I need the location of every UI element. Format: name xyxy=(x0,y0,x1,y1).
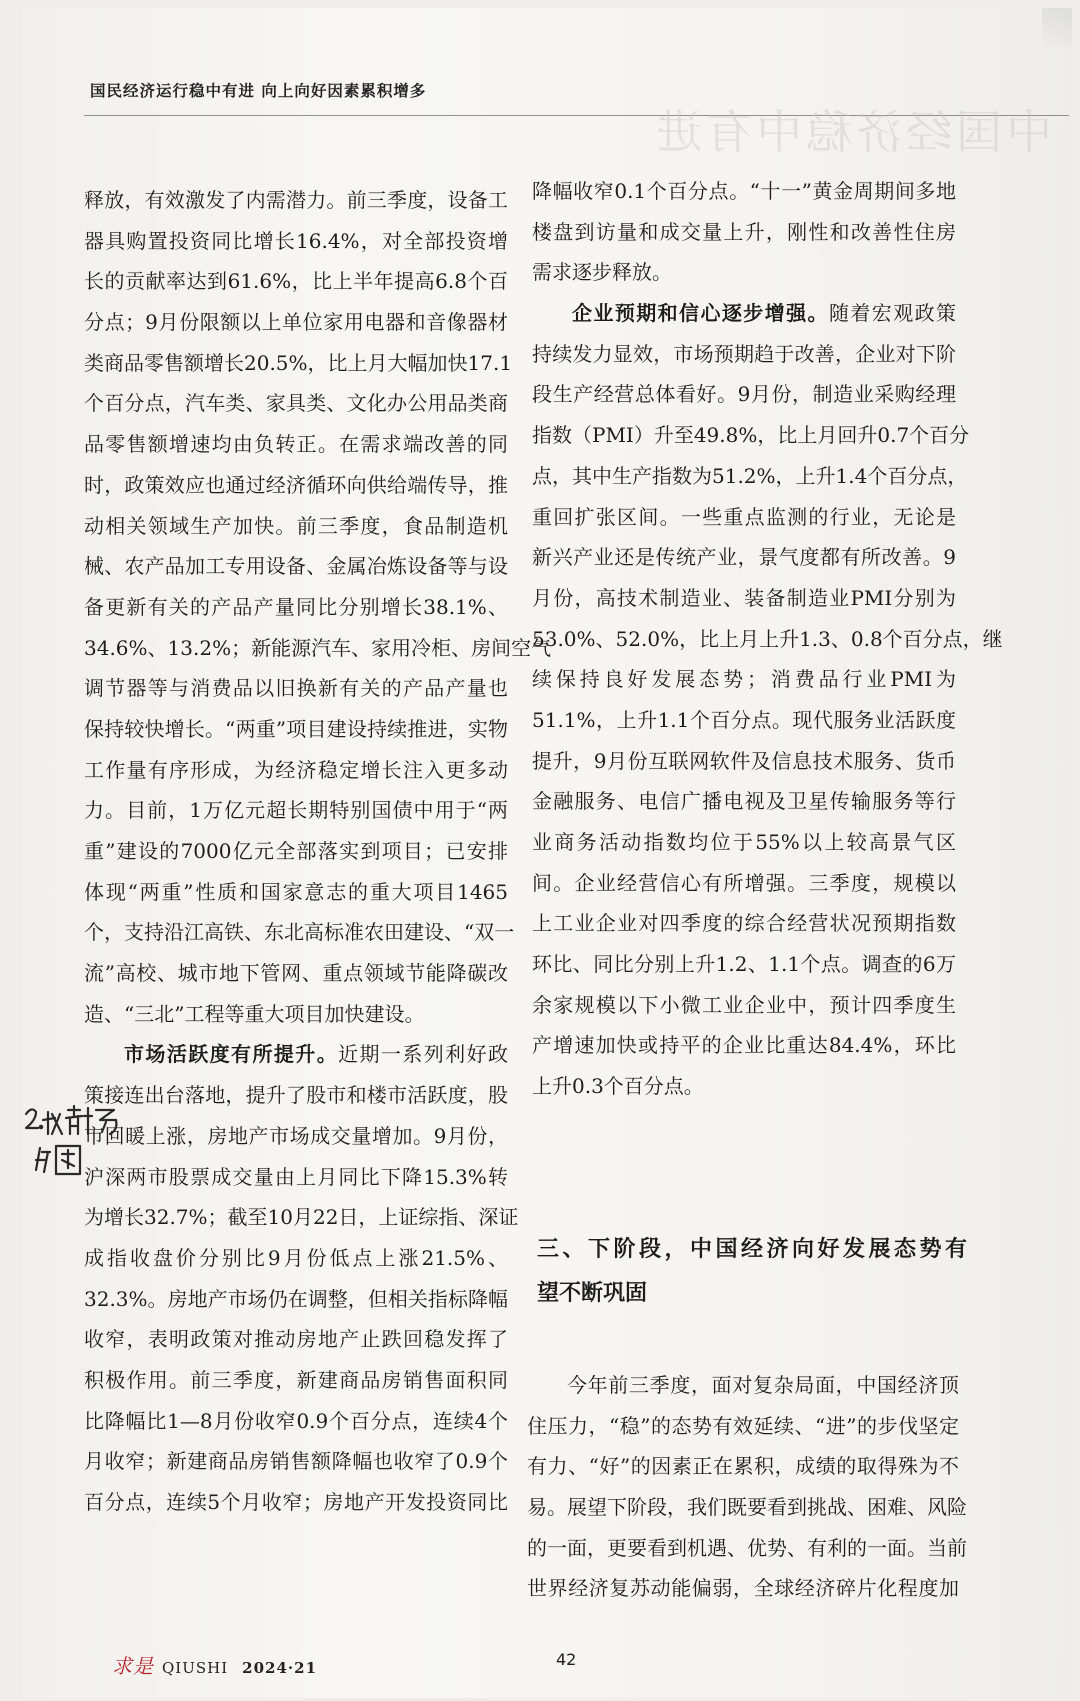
text-line: 业商务活动指数均位于55%以上较高景气区 xyxy=(532,830,956,854)
text-line: 积极作用。前三季度，新建商品房销售面积同 xyxy=(84,1367,508,1392)
heading-line: 望不断巩固 xyxy=(537,1281,648,1306)
text-line xyxy=(84,1034,508,1075)
text-line: 新兴产业还是传统产业，景气度都有所改善。9 xyxy=(532,545,956,570)
text-line: 械、农产品加工专用设备、金属冶炼设备等与设 xyxy=(84,554,508,579)
page-number: 42 xyxy=(556,1650,577,1669)
paragraph-text: 近期一系列利好政 xyxy=(338,1042,509,1067)
text-line: 53.0%、52.0%，比上月上升1.3、0.8个百分点，继 xyxy=(532,626,1003,651)
bleed-through-text: 中国经济稳中有进 xyxy=(652,105,1052,159)
left-paragraph-1 xyxy=(84,180,552,1034)
paragraph-text: 随着宏观政策 xyxy=(828,301,957,326)
text-line: 环比、同比分别上升1.2、1.1个点。调查的6万 xyxy=(532,952,956,977)
text-line: 保持较快增长。“两重”项目建设持续推进，实物 xyxy=(84,716,508,741)
text-line: 体现“两重”性质和国家意志的重大项目1465 xyxy=(84,879,508,904)
text-line: 成指收盘价分别比9月份低点上涨21.5%、 xyxy=(84,1245,508,1270)
right-paragraph-2 xyxy=(532,293,1003,1107)
text-line: 持续发力显效，市场预期趋于改善，企业对下阶 xyxy=(532,341,956,366)
text-line: 续保持良好发展态势；消费品行业PMI为 xyxy=(532,667,956,692)
section-heading xyxy=(537,1228,967,1316)
left-column xyxy=(84,180,552,1523)
text-line: 造、“三北”工程等重大项目加快建设。 xyxy=(84,1001,425,1026)
text-line: 32.3%。房地产市场仍在调整，但相关指标降幅 xyxy=(84,1286,508,1311)
text-line: 沪深两市股票成交量由上月同比下降15.3%转 xyxy=(84,1164,508,1189)
running-header: 国民经济运行稳中有进 向上向好因素累积增多 xyxy=(90,82,427,100)
paragraph-lead: 市场活跃度有所提升。 xyxy=(124,1042,339,1067)
text-line: 时，政策效应也通过经济循环向供给端传导，推 xyxy=(84,472,508,497)
issue-number: 2024·21 xyxy=(242,1659,318,1677)
text-line: 流”高校、城市地下管网、重点领域节能降碳改 xyxy=(84,961,508,986)
text-line: 楼盘到访量和成交量上升，刚性和改善性住房 xyxy=(532,219,956,244)
text-line: 月收窄；新建商品房销售额降幅也收窄了0.9个 xyxy=(84,1449,508,1474)
text-line: 类商品零售额增长20.5%，比上月大幅加快17.1 xyxy=(84,350,513,375)
text-line: 比降幅比1—8月份收窄0.9个百分点，连续4个 xyxy=(84,1408,508,1433)
footer-brand xyxy=(112,1650,317,1679)
brand-name: QIUSHI xyxy=(162,1659,229,1677)
text-line: 释放，有效激发了内需潜力。前三季度，设备工 xyxy=(84,188,508,212)
text-line: 指数（PMI）升至49.8%，比上月回升0.7个百分 xyxy=(532,423,970,448)
handwritten-note-text xyxy=(22,8,23,9)
text-line: 工作量有序形成，为经济稳定增长注入更多动 xyxy=(84,757,508,782)
qiushi-logo: 求是 xyxy=(112,1654,154,1678)
text-line xyxy=(532,293,956,334)
text-line: 策接连出台落地，提升了股市和楼市活跃度，股 xyxy=(84,1083,508,1108)
text-line: 重回扩张区间。一些重点监测的行业，无论是 xyxy=(532,504,956,529)
right-column xyxy=(532,171,1003,1107)
text-line: 上升0.3个百分点。 xyxy=(532,1074,704,1099)
text-line: 调节器等与消费品以旧换新有关的产品产量也 xyxy=(84,676,508,701)
heading-line: 三、下阶段，中国经济向好发展态势有 xyxy=(537,1237,967,1262)
magazine-page xyxy=(22,8,1072,1698)
text-line: 有力、“好”的因素正在累积，成绩的取得殊为不 xyxy=(527,1454,959,1479)
text-line: 器具购置投资同比增长16.4%，对全部投资增 xyxy=(84,228,508,253)
text-line: 提升，9月份互联网软件及信息技术服务、货币 xyxy=(532,748,956,773)
text-line: 34.6%、13.2%；新能源汽车、家用冷柜、房间空气 xyxy=(84,635,552,660)
text-line: 段生产经营总体看好。9月份，制造业采购经理 xyxy=(532,382,956,407)
text-line: 个百分点，汽车类、家具类、文化办公用品类商 xyxy=(84,391,508,416)
text-line: 51.1%，上升1.1个百分点。现代服务业活跃度 xyxy=(532,707,956,732)
text-line: 品零售额增速均由负转正。在需求端改善的同 xyxy=(84,432,508,457)
paragraph-lead: 企业预期和信心逐步增强。 xyxy=(572,301,829,326)
left-paragraph-2 xyxy=(84,1034,519,1522)
text-line: 为增长32.7%；截至10月22日，上证综指、深证 xyxy=(84,1205,519,1230)
text-line: 金融服务、电信广播电视及卫星传输服务等行 xyxy=(532,789,956,814)
text-line: 月份，高技术制造业、装备制造业PMI分别为 xyxy=(532,585,956,610)
text-line: 间。企业经营信心有所增强。三季度，规模以 xyxy=(532,870,956,895)
text-line: 个，支持沿江高铁、东北高标准农田建设、“双一 xyxy=(84,920,515,945)
text-line: 住压力，“稳”的态势有效延续、“进”的步伐坚定 xyxy=(527,1413,959,1438)
text-line: 上工业企业对四季度的综合经营状况预期指数 xyxy=(532,911,956,936)
text-line: 点，其中生产指数为51.2%，上升1.4个百分点， xyxy=(532,463,968,488)
text-line: 力。目前，1万亿元超长期特别国债中用于“两 xyxy=(84,798,508,823)
text-line: 长的贡献率达到61.6%，比上半年提高6.8个百 xyxy=(84,269,508,294)
text-line: 百分点，连续5个月收窄；房地产开发投资同比 xyxy=(84,1490,508,1514)
text-line: 的一面，更要看到机遇、优势、有利的一面。当前 xyxy=(527,1535,967,1560)
text-line: 世界经济复苏动能偏弱，全球经济碎片化程度加 xyxy=(527,1576,959,1601)
text-line: 动相关领域生产加快。前三季度，食品制造机 xyxy=(84,513,508,538)
text-line: 产增速加快或持平的企业比重达84.4%，环比 xyxy=(532,1033,956,1058)
handwritten-note-drawing xyxy=(22,1100,142,1180)
text-line: 余家规模以下小微工业企业中，预计四季度生 xyxy=(532,992,956,1017)
text-line: 市回暖上涨，房地产市场成交量增加。9月份， xyxy=(84,1123,508,1148)
right-paragraph-1 xyxy=(532,171,956,293)
text-line: 分点；9月份限额以上单位家用电器和音像器材 xyxy=(84,310,508,335)
text-line: 易。展望下阶段，我们既要看到挑战、困难、风险 xyxy=(527,1495,967,1520)
text-line: 今年前三季度，面对复杂局面，中国经济顶 xyxy=(567,1373,959,1397)
text-line: 需求逐步释放。 xyxy=(532,260,672,285)
right-paragraph-3 xyxy=(527,1365,967,1609)
text-line: 重”建设的7000亿元全部落实到项目；已安排 xyxy=(84,839,508,863)
text-line: 备更新有关的产品产量同比分别增长38.1%、 xyxy=(84,594,508,619)
text-line: 降幅收窄0.1个百分点。“十一”黄金周期间多地 xyxy=(532,179,956,203)
text-line: 收窄，表明政策对推动房地产止跌回稳发挥了 xyxy=(84,1327,508,1352)
